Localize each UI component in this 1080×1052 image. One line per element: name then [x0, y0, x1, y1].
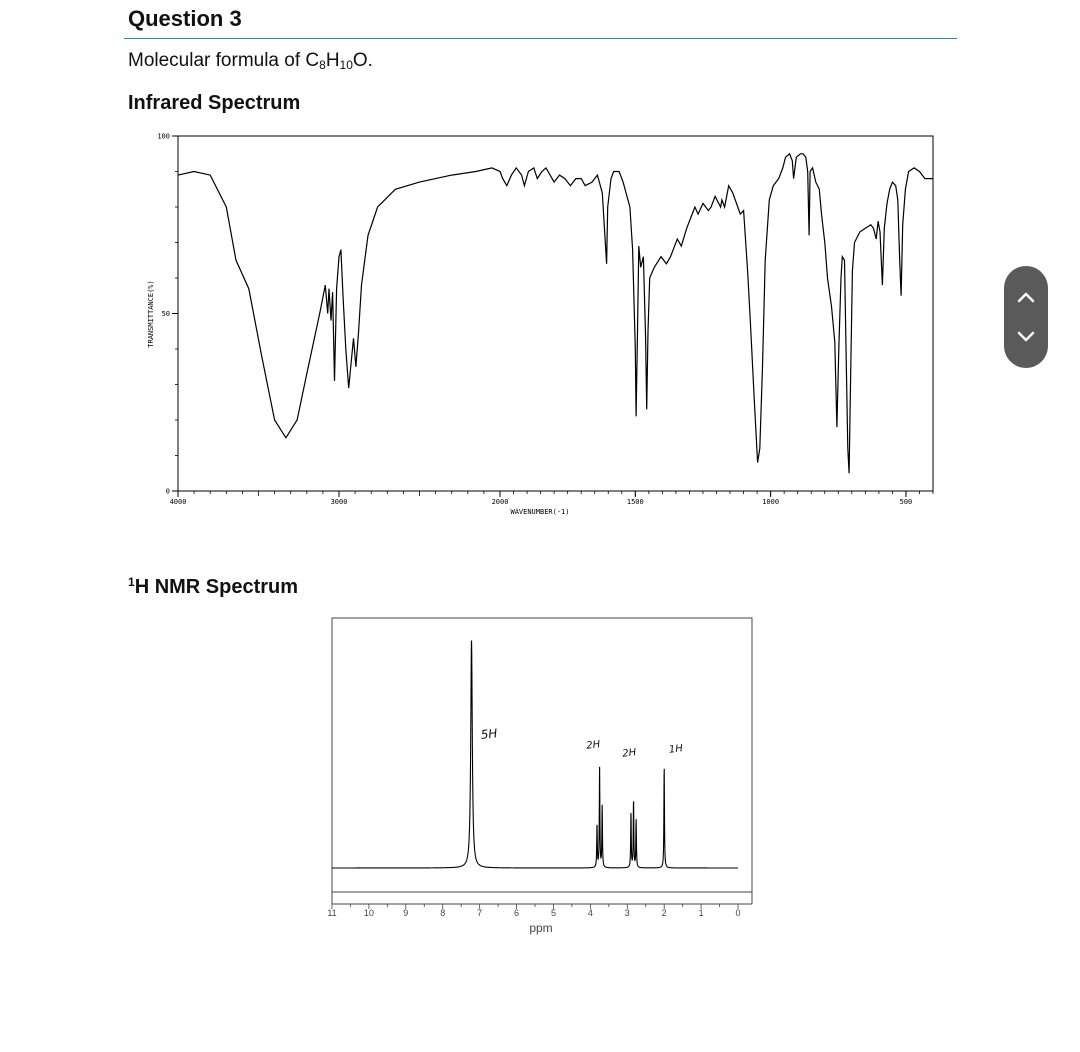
nmr-integration-label: 2H	[621, 747, 637, 760]
nmr-x-tick-label: 0	[735, 908, 741, 918]
molecular-formula	[128, 50, 373, 72]
nmr-integration-label: 5H	[480, 726, 499, 742]
nmr-heading-superscript: 1	[128, 575, 135, 589]
title-divider	[124, 38, 957, 39]
formula-prefix: Molecular formula of C	[128, 50, 320, 71]
ir-x-tick-label: 1500	[626, 498, 644, 506]
ir-x-axis-label: WAVENUMBER(-1)	[510, 508, 570, 516]
nmr-integration-label: 1H	[668, 743, 684, 756]
nmr-x-tick-label: 2	[661, 908, 667, 918]
nmr-ticks	[327, 904, 740, 918]
nmr-plot-frame	[332, 618, 752, 892]
formula-suffix: O.	[352, 50, 373, 71]
ir-y-axis-label: TRANSMITTANCE(%)	[147, 280, 155, 348]
nmr-x-axis-label: ppm	[529, 921, 553, 935]
ir-y-tick-label: 50	[161, 310, 170, 318]
ir-ticks	[157, 133, 933, 507]
ir-transmittance-line	[178, 154, 933, 474]
nmr-x-tick-label: 11	[327, 908, 337, 918]
question-title: Question 3	[128, 6, 242, 31]
ir-spectrum-chart	[140, 128, 940, 520]
ir-heading: Infrared Spectrum	[128, 92, 301, 114]
ir-x-tick-label: 500	[899, 498, 913, 506]
nmr-x-tick-label: 5	[550, 908, 556, 918]
ir-y-tick-label: 100	[157, 132, 170, 141]
nmr-x-tick-label: 9	[403, 908, 409, 918]
formula-hydrogen: H	[325, 50, 340, 71]
nmr-x-tick-label: 10	[363, 908, 374, 918]
nmr-integration-label: 2H	[585, 739, 601, 752]
nmr-x-tick-label: 7	[477, 908, 483, 918]
ir-y-tick-label: 0	[165, 487, 170, 496]
nmr-heading-text: H NMR Spectrum	[134, 576, 299, 598]
ir-x-tick-label: 2000	[491, 498, 509, 506]
chevron-down-icon[interactable]	[1004, 314, 1048, 358]
formula-carbon-count: 8	[319, 58, 326, 72]
nmr-spectrum-chart	[318, 612, 768, 942]
ir-x-tick-label: 1000	[762, 498, 780, 506]
ir-x-tick-label: 4000	[169, 498, 187, 506]
nmr-heading	[128, 576, 298, 599]
ir-x-tick-label: 3000	[330, 498, 348, 506]
nmr-x-tick-label: 8	[440, 908, 446, 918]
nmr-x-tick-label: 4	[587, 908, 593, 918]
nmr-x-tick-label: 6	[514, 908, 520, 918]
formula-hydrogen-count: 10	[339, 58, 353, 72]
nmr-x-tick-label: 1	[698, 908, 704, 918]
question-navigator	[1004, 266, 1048, 368]
nmr-annotations	[480, 726, 684, 760]
nmr-axes	[332, 618, 752, 904]
nmr-x-tick-label: 3	[624, 908, 630, 918]
